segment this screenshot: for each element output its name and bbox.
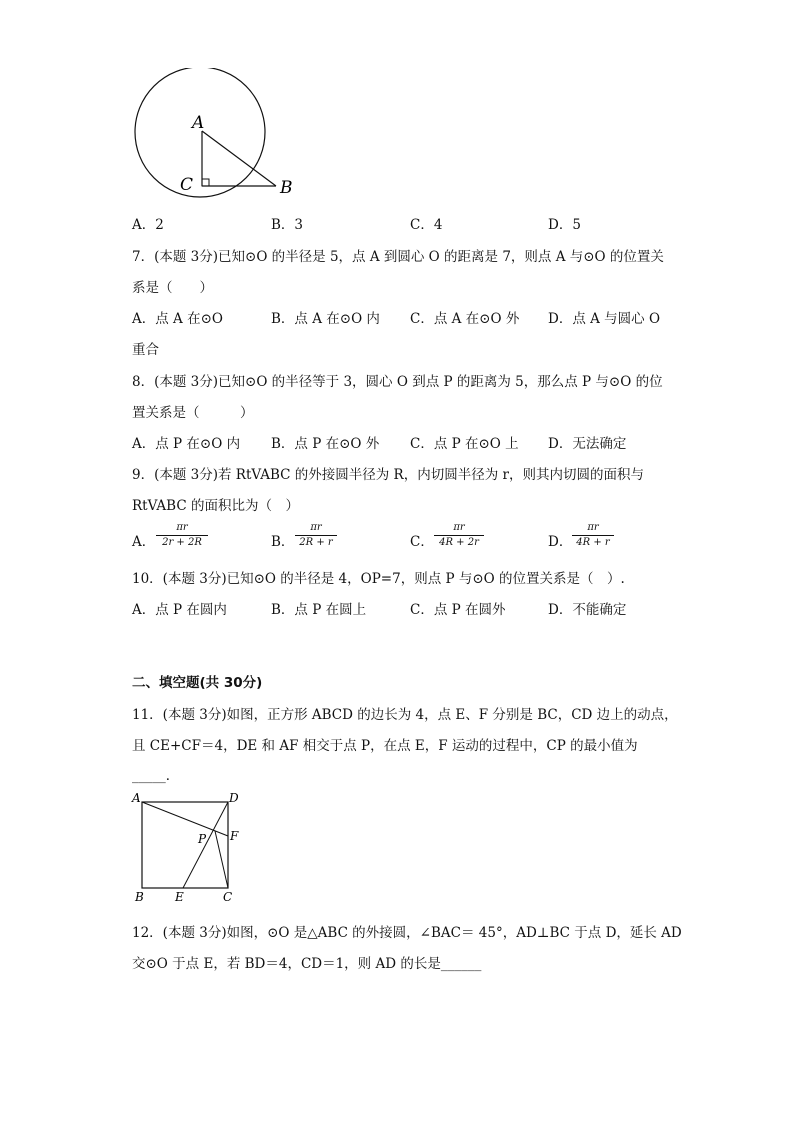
q10-stem: 10．(本题 3分)已知⊙O 的半径是 4，OP=7，则点 P 与⊙O 的位置关系是（ ）. xyxy=(132,571,625,587)
q9-b-denominator: 2R + r xyxy=(299,537,333,548)
q8-stem-line1: 8．(本题 3分)已知⊙O 的半径等于 3，圆心 O 到点 P 的距离为 5，那么点 P 与⊙O 的位 xyxy=(132,374,663,390)
q8-stem-line2: 置关系是（ ） xyxy=(132,405,254,421)
segment-cp xyxy=(215,831,228,888)
q9-a-numerator: πr xyxy=(176,522,188,533)
fraction-bar xyxy=(156,535,208,536)
q6-option-b[interactable]: B．3 xyxy=(271,217,304,233)
q9-a-denominator: 2r + 2R xyxy=(162,537,202,548)
q9-b-numerator: πr xyxy=(310,522,322,533)
q12-stem-line1: 12．(本题 3分)如图，⊙O 是△ABC 的外接圆，∠BAC＝ 45°，AD⊥BC 于点 D，延长 AD xyxy=(132,925,682,941)
q10-option-b[interactable]: B．点 P 在圆上 xyxy=(271,602,367,618)
square-abcd-figure xyxy=(128,788,248,908)
label-b: B xyxy=(135,890,144,904)
right-angle-mark xyxy=(202,179,209,186)
label-c: C xyxy=(223,890,233,904)
fraction-bar xyxy=(572,535,614,536)
q9-d-denominator: 4R + r xyxy=(576,537,610,548)
q8-option-a[interactable]: A．点 P 在⊙O 内 xyxy=(132,436,241,452)
label-d: D xyxy=(229,791,239,805)
label-a: A xyxy=(192,113,205,133)
q10-option-a[interactable]: A．点 P 在圆内 xyxy=(132,602,227,618)
q9-option-b-letter[interactable]: B． xyxy=(271,534,295,550)
q7-option-b[interactable]: B．点 A 在⊙O 内 xyxy=(271,311,380,327)
circle-triangle-figure xyxy=(130,68,300,203)
q9-option-c-letter[interactable]: C． xyxy=(410,534,434,550)
q10-option-c[interactable]: C．点 P 在圆外 xyxy=(410,602,506,618)
q11-answer-blank[interactable]: _____． xyxy=(132,768,180,784)
q7-stem-line1: 7．(本题 3分)已知⊙O 的半径是 5，点 A 到圆心 O 的距离是 7，则点 A 与⊙O 的位置关 xyxy=(132,249,664,265)
q7-option-c[interactable]: C．点 A 在⊙O 外 xyxy=(410,311,520,327)
q9-option-a-fraction[interactable] xyxy=(156,522,208,549)
label-c: C xyxy=(180,175,194,195)
section-title-fill-in: 二、填空题(共 30分) xyxy=(132,675,263,691)
q6-option-c[interactable]: C．4 xyxy=(410,217,443,233)
q9-option-a-letter[interactable]: A． xyxy=(132,534,156,550)
q12-stem-line2: 交⊙O 于点 E，若 BD＝4，CD＝1，则 AD 的长是______ xyxy=(132,956,482,972)
q6-option-d[interactable]: D．5 xyxy=(548,217,581,233)
q7-stem-line2: 系是（ ） xyxy=(132,280,213,296)
q9-d-numerator: πr xyxy=(587,522,599,533)
q6-option-a[interactable]: A．2 xyxy=(132,217,164,233)
label-p: P xyxy=(198,832,207,846)
q9-c-denominator: 4R + 2r xyxy=(439,537,479,548)
label-a: A xyxy=(132,791,141,805)
label-e: E xyxy=(175,890,184,904)
q10-option-d[interactable]: D．不能确定 xyxy=(548,602,627,618)
q11-stem-line1: 11．(本题 3分)如图，正方形 ABCD 的边长为 4，点 E、F 分别是 BC，CD 边上的动点， xyxy=(132,707,678,723)
label-f: F xyxy=(230,829,239,843)
q9-stem-line2: RtVABC 的面积比为（ ） xyxy=(132,498,299,514)
q9-option-d-letter[interactable]: D． xyxy=(548,534,573,550)
label-b: B xyxy=(280,178,293,198)
fraction-bar xyxy=(295,535,337,536)
q9-option-c-fraction[interactable] xyxy=(434,522,484,549)
q9-stem-line1: 9．(本题 3分)若 RtVABC 的外接圆半径为 R，内切圆半径为 r，则其内切圆的面积与 xyxy=(132,467,644,483)
q7-option-d[interactable]: D．点 A 与圆心 O xyxy=(548,311,661,327)
q9-option-b-fraction[interactable] xyxy=(295,522,337,549)
q8-option-d[interactable]: D．无法确定 xyxy=(548,436,627,452)
q9-option-d-fraction[interactable] xyxy=(572,522,614,549)
q8-option-b[interactable]: B．点 P 在⊙O 外 xyxy=(271,436,380,452)
q11-stem-line2: 且 CE+CF＝4，DE 和 AF 相交于点 P，在点 E，F 运动的过程中，CP 的最小值为 xyxy=(132,738,638,754)
q9-c-numerator: πr xyxy=(453,522,465,533)
q7-option-a[interactable]: A．点 A 在⊙O xyxy=(132,311,223,327)
q7-option-d-wrap: 重合 xyxy=(132,342,159,358)
fraction-bar xyxy=(434,535,484,536)
square-abcd xyxy=(142,802,228,888)
segment-af xyxy=(142,802,228,836)
q8-option-c[interactable]: C．点 P 在⊙O 上 xyxy=(410,436,519,452)
